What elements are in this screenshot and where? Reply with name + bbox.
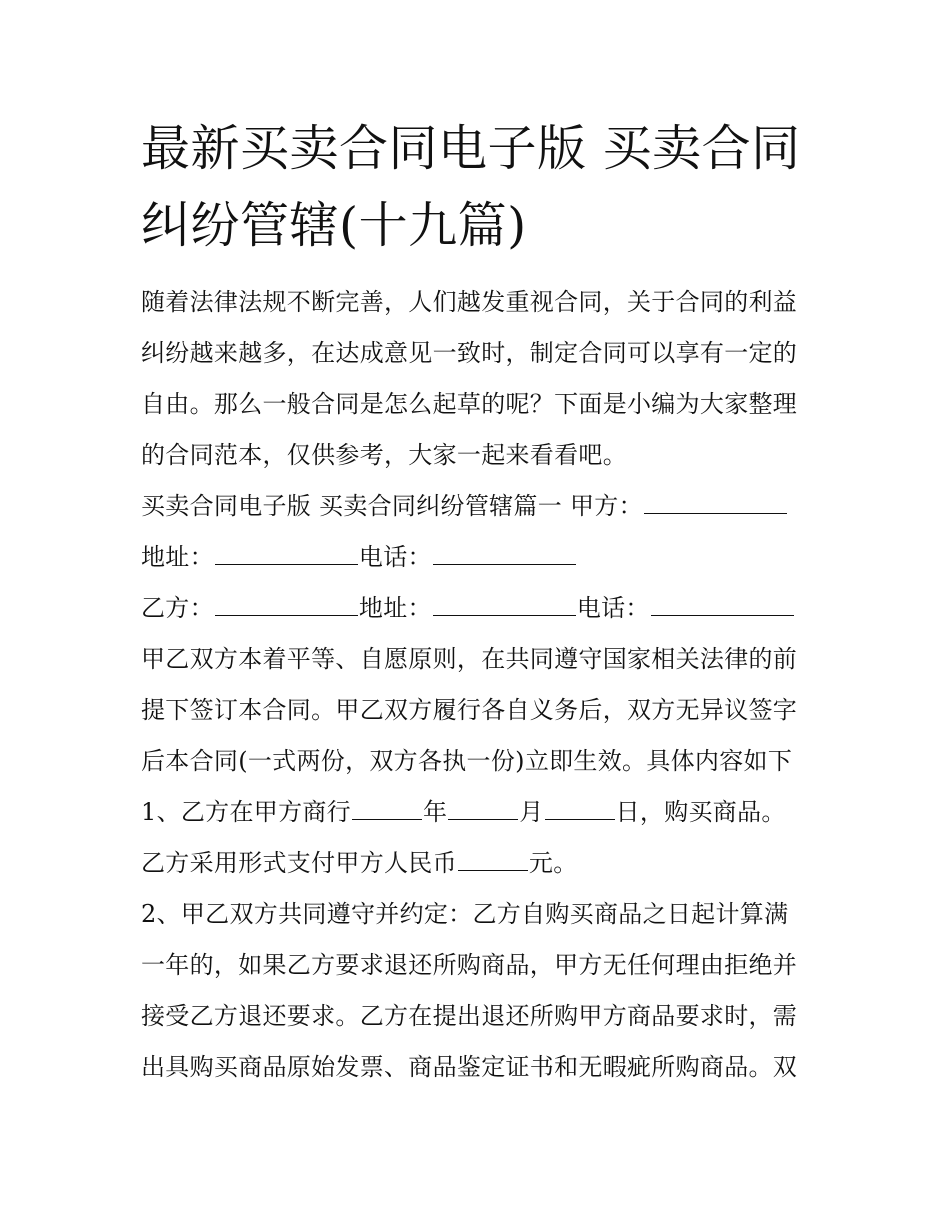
party-a-address-blank[interactable]: [215, 548, 358, 565]
intro-line: 的合同范本，仅供参考，大家一起来看看吧。: [141, 441, 627, 469]
intro-line: 自由。那么一般合同是怎么起草的呢？下面是小编为大家整理: [141, 390, 798, 418]
party-a-contact-line: [141, 532, 811, 583]
party-a-phone-label: 电话：: [358, 543, 432, 571]
preamble-line: 提下签订本合同。甲乙双方履行各自义务后，双方无异议签字: [141, 696, 798, 724]
preamble-line: 甲乙双方本着平等、自愿原则，在共同遵守国家相关法律的前: [141, 645, 798, 673]
party-a-address-label: 地址：: [141, 543, 214, 571]
document-title: 最新买卖合同电子版 买卖合同 纠纷管辖(十九篇): [141, 120, 801, 254]
party-a-phone-blank[interactable]: [433, 548, 576, 565]
month-blank[interactable]: [448, 803, 518, 820]
intro-line: 随着法律法规不断完善，人们越发重视合同，关于合同的利益: [141, 288, 798, 316]
day-label: 日，购买商品。: [615, 798, 786, 826]
party-a-line: [141, 481, 811, 532]
payment-line: [141, 838, 811, 889]
party-b-line: [141, 583, 811, 634]
party-b-name-blank[interactable]: [215, 599, 358, 616]
party-b-address-blank[interactable]: [433, 599, 576, 616]
intro-line: 纠纷越来越多，在达成意见一致时，制定合同可以享有一定的: [141, 339, 798, 367]
preamble-line: 后本合同(一式两份，双方各执一份)立即生效。具体内容如下: [141, 747, 793, 775]
section-heading: 买卖合同电子版 买卖合同纠纷管辖篇一: [141, 492, 563, 520]
clause-2-line: 接受乙方退还要求。乙方在提出退还所购甲方商品要求时，需: [141, 1002, 798, 1030]
party-a-name-blank[interactable]: [644, 497, 787, 514]
currency-unit: 元。: [528, 849, 578, 877]
clause-2-line: 2、甲乙双方共同遵守并约定：乙方自购买商品之日起计算满: [141, 900, 789, 928]
document-body: [141, 277, 811, 1093]
clause-1-line: [141, 787, 811, 838]
clause-2-line: 一年的，如果乙方要求退还所购商品，甲方无任何理由拒绝并: [141, 951, 798, 979]
day-blank[interactable]: [545, 803, 615, 820]
party-a-label: 甲方：: [569, 492, 643, 520]
year-blank[interactable]: [352, 803, 422, 820]
clause-1-text: 1、乙方在甲方商行: [141, 798, 351, 826]
clause-2-line: 出具购买商品原始发票、商品鉴定证书和无暇疵所购商品。双: [141, 1053, 798, 1081]
payment-text: 乙方采用形式支付甲方人民币: [141, 849, 457, 877]
party-b-label: 乙方：: [141, 594, 214, 622]
party-b-address-label: 地址：: [358, 594, 432, 622]
amount-blank[interactable]: [458, 854, 528, 871]
month-label: 月: [519, 798, 544, 826]
year-label: 年: [422, 798, 448, 826]
party-b-phone-label: 电话：: [576, 594, 650, 622]
party-b-phone-blank[interactable]: [651, 599, 794, 616]
